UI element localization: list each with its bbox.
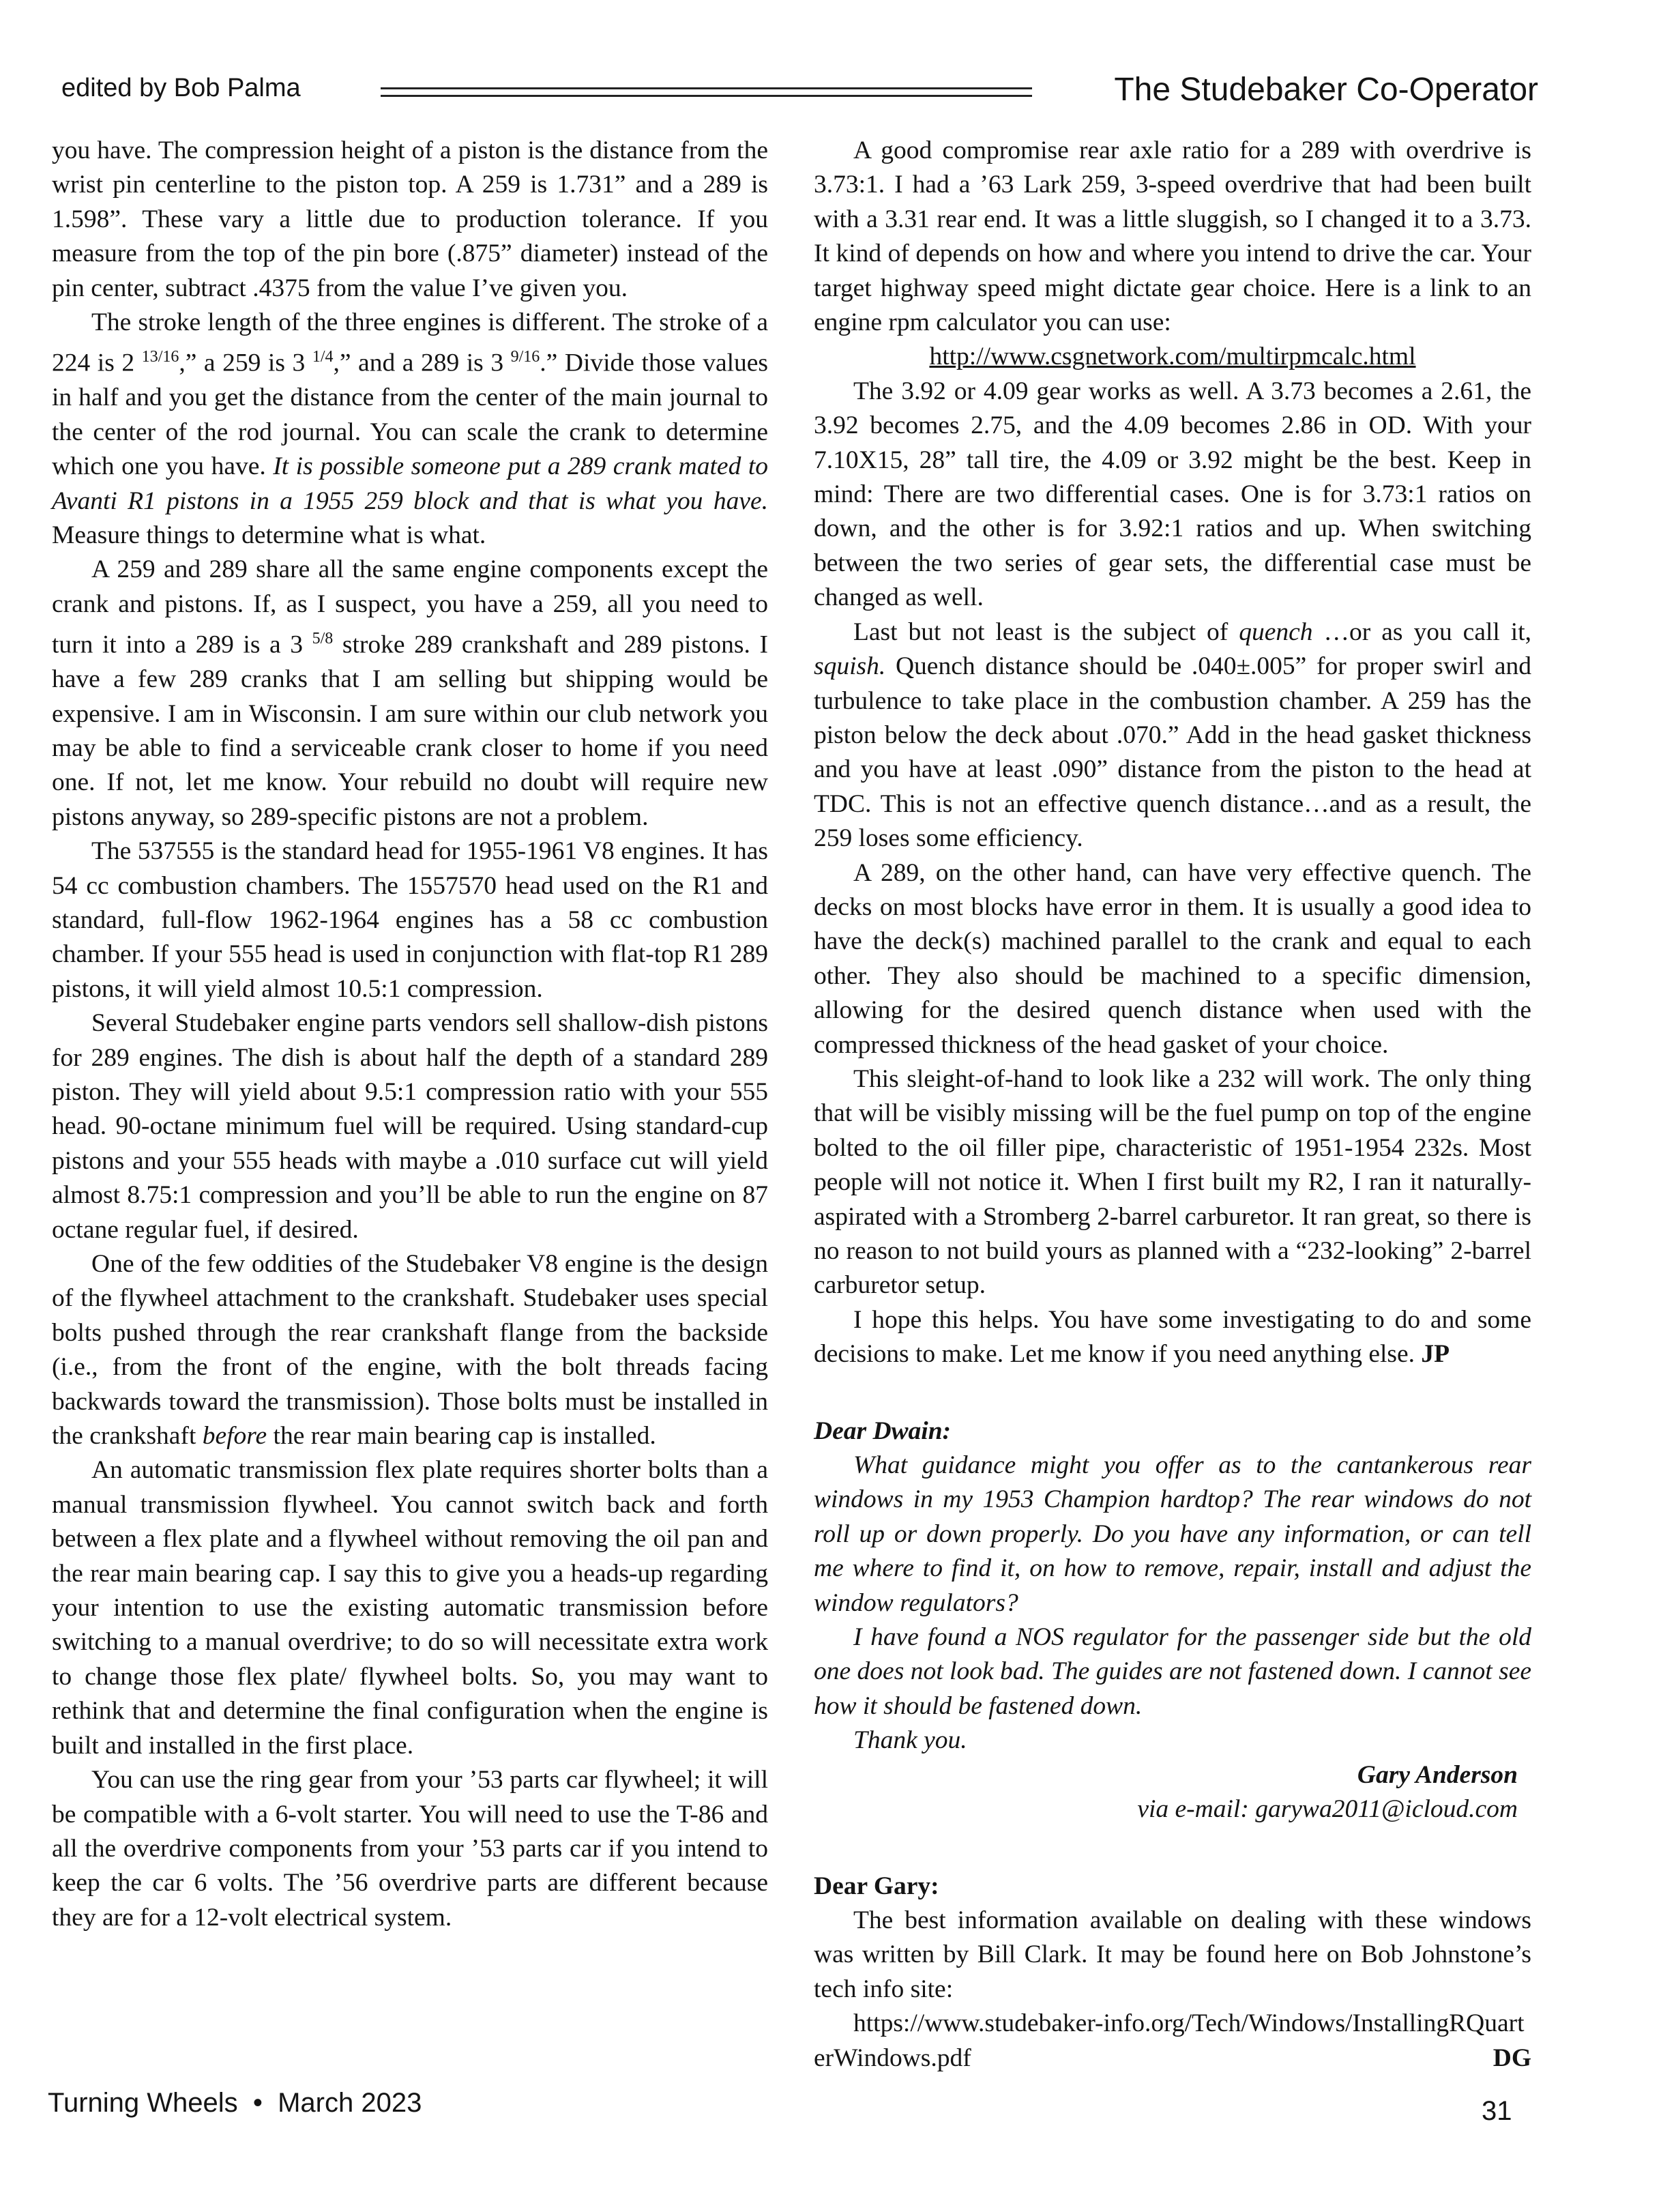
text-run: …or as you call it, [1312, 617, 1531, 646]
right-paragraph-6 [814, 1303, 1531, 1372]
left-paragraph-4: The 537555 is the standard head for 1955-1961 V8 engines. It has 54 cc combustion chambers. The 1557570 head used on the R1 and standard, full-flow 1962-1964 engines has a 58 cc combustion chamber. If your 555 head is used in conjunction with flat-top R1 289 pistons, it will yield almost 10.5:1 compression. [52, 837, 768, 1003]
page-number: 31 [1482, 2096, 1512, 2126]
italic-text: It is possible someone put a 289 crank mated to Avanti R1 pistons in a 1955 259 block and that is what you have. [52, 452, 769, 515]
left-paragraph-2 [52, 306, 768, 553]
text-run: the rear main bearing cap is installed. [267, 1422, 656, 1451]
text-run: One of the few oddities of the Studebaker V8 engine is the design of the flywheel attachment to the crankshaft. Studebaker uses special bolts pushed through the rear crankshaft flange from the backside (i.e., from the front of the engine, with the bolt threads facing backwards toward the transmission). Those bolts must be installed in the crankshaft [52, 1250, 768, 1451]
fraction: 13/16 [141, 348, 179, 366]
letter-email: via e-mail: garywa2011@icloud.com [1137, 1795, 1518, 1824]
letter-closing: Thank you. [853, 1726, 967, 1755]
text-run: I hope this helps. You have some investigating to do and some decisions to make. Let me know if you need anything else. [814, 1305, 1531, 1369]
signoff-initials: JP [1421, 1340, 1450, 1369]
windows-link[interactable]: https://www.studebaker-info.org/Tech/Windows/InstallingRQuarterWindows.pdf [814, 2009, 1525, 2072]
windows-link-paragraph [814, 2007, 1531, 2076]
right-paragraph-1: A good compromise rear axle ratio for a 289 with overdrive is 3.73:1. I had a ’63 Lark 259, 3-speed overdrive that had been built with a 3.31 rear end. It was a little sluggish, so I changed it to a 3.73. It kind of depends on how and where you intend to drive the car. Your target highway speed might dictate gear choice. Here is a link to an engine rpm calculator you can use: [814, 136, 1531, 337]
header-publication: The Studebaker Co-Operator [1114, 72, 1538, 108]
right-column [814, 134, 1531, 2076]
letter-paragraph-2: I have found a NOS regulator for the passenger side but the old one does not look bad. The guides are not fastened down. I cannot see how it should be fastened down. [814, 1623, 1531, 1720]
text-run: The stroke length of the three engines is different. The stroke of a 224 is 2 [52, 308, 768, 377]
letter-salutation: Dear Dwain: [814, 1416, 952, 1445]
fraction: 5/8 [312, 630, 334, 648]
text-run: A 259 and 289 share all the same engine components except the crank and pistons. If, as I suspect, you have a 259, all you need to turn it into a 289 is a 3 [52, 555, 768, 659]
text-run: stroke 289 crankshaft and 289 pistons. I have a few 289 cranks that I am selling but shipping would be expensive. I am in Wisconsin. I am sure within our club network you may be able to find a serviceable crank closer to home if you need one. If not, let me know. Your rebuild no doubt will require new pistons anyway, so 289-specific pistons are not a problem. [52, 630, 768, 831]
text-run: Last but not least is the subject of [853, 617, 1239, 646]
letter-paragraph-1: What guidance might you offer as to the cantankerous rear windows in my 1953 Champion hardtop? The rear windows do not roll up or down properly. Do you have any information, or can tell me where to find it, on how to remove, repair, install and adjust the window regulators? [814, 1451, 1531, 1617]
right-paragraph-2: The 3.92 or 4.09 gear works as well. A 3.73 becomes a 2.61, the 3.92 becomes 2.75, and the 4.09 becomes 2.86 in OD. With your 7.10X15, 28” tall tire, the 4.09 or 3.92 might be the best. Keep in mind: There are two differential cases. One is for 3.73:1 ratios on down, and the other is for 3.92:1 ratios and up. When switching between the two series of gear sets, the differential case must be changed as well. [814, 377, 1531, 612]
italic-text: before [202, 1422, 267, 1451]
left-column [52, 134, 768, 1935]
left-paragraph-3 [52, 553, 768, 834]
reply-paragraph: The best information available on dealing with these windows was written by Bill Clark. It may be found here on Bob Johnstone’s tech info site: [814, 1906, 1531, 2003]
text-run: Measure things to determine what is what. [52, 521, 486, 549]
calculator-link[interactable]: http://www.csgnetwork.com/multirpmcalc.html [929, 343, 1416, 371]
left-paragraph-1: you have. The compression height of a piston is the distance from the wrist pin centerline to the piston top. A 259 is 1.731” and a 289 is 1.598”. These vary a little due to production tolerance. If you measure from the top of the pin bore (.875” diameter) instead of the pin center, subtract .4375 from the value I’ve given you. [52, 136, 768, 302]
italic-text: squish. [814, 652, 886, 681]
header-editor: edited by Bob Palma [61, 74, 301, 102]
spacer [814, 1372, 1531, 1414]
right-paragraph-3 [814, 615, 1531, 856]
footer-issue: Turning Wheels • March 2023 [48, 2088, 422, 2118]
fraction: 9/16 [510, 348, 540, 366]
header-rule [381, 87, 1032, 97]
left-paragraph-8: You can use the ring gear from your ’53 parts car flywheel; it will be compatible with a 6-volt starter. You will need to use the T-86 and all the overdrive components from your ’53 parts car if you intend to keep the car 6 volts. The ’56 overdrive parts are different because they are for a 12-volt electrical system. [52, 1766, 768, 1932]
text-run: ,” and a 289 is 3 [333, 349, 511, 377]
reply-initials: DG [1493, 2043, 1531, 2072]
text-run: Quench distance should be .040±.005” for proper swirl and turbulence to take place in the combustion chamber. A 259 has the piston below the deck about .070.” Add in the head gasket thickness and you have at least .090” distance from the piston to the head at TDC. This is not an effective quench distance…and as a result, the 259 loses some efficiency. [814, 652, 1531, 853]
reply-salutation: Dear Gary: [814, 1872, 939, 1900]
left-paragraph-5: Several Studebaker engine parts vendors sell shallow-dish pistons for 289 engines. The dish is about half the depth of a standard 289 piston. They will yield about 9.5:1 compression ratio with your 555 head. 90-octane minimum fuel will be required. Using standard-cup pistons and your 555 heads with maybe a .010 surface cut will yield almost 8.75:1 compression and you’ll be able to run the engine on 87 octane regular fuel, if desired. [52, 1009, 768, 1244]
left-paragraph-6 [52, 1247, 768, 1453]
right-paragraph-4: A 289, on the other hand, can have very effective quench. The decks on most blocks have error in them. It is usually a good idea to have the deck(s) machined parallel to the crank and equal to each other. They also should be machined to a specific dimension, allowing for the desired quench distance when used with the compressed thickness of the head gasket of your choice. [814, 858, 1531, 1059]
text-run: .” Divide those values in half and you get the distance from the center of the main journal to the center of the rod journal. You can scale the crank to determine which one you have. [52, 349, 768, 481]
text-run: ,” a 259 is 3 [179, 349, 312, 377]
fraction: 1/4 [312, 348, 334, 366]
right-paragraph-5: This sleight-of-hand to look like a 232 will work. The only thing that will be visibly missing will be the fuel pump on top of the engine bolted to the oil filler pipe, characteristic of 1951-1954 232s. Most people will not notice it. When I first built my R2, I ran it naturally-aspirated with a Stromberg 2-barrel carburetor. It ran great, so there is no reason to not build yours as planned with a “232-looking” 2-barrel carburetor setup. [814, 1064, 1531, 1300]
italic-text: quench [1239, 617, 1313, 646]
letter-signature: Gary Anderson [1357, 1760, 1518, 1789]
left-paragraph-7: An automatic transmission flex plate requires shorter bolts than a manual transmission flywheel. You cannot switch back and forth between a flex plate and a flywheel without removing the oil pan and the rear main bearing cap. I say this to give you a heads-up regarding your intention to use the existing automatic transmission before switching to a manual overdrive; to do so will necessitate extra work to change those flex plate/ flywheel bolts. So, you may want to rethink that and determine the final configuration when the engine is built and installed in the first place. [52, 1456, 768, 1760]
spacer [814, 1827, 1531, 1869]
